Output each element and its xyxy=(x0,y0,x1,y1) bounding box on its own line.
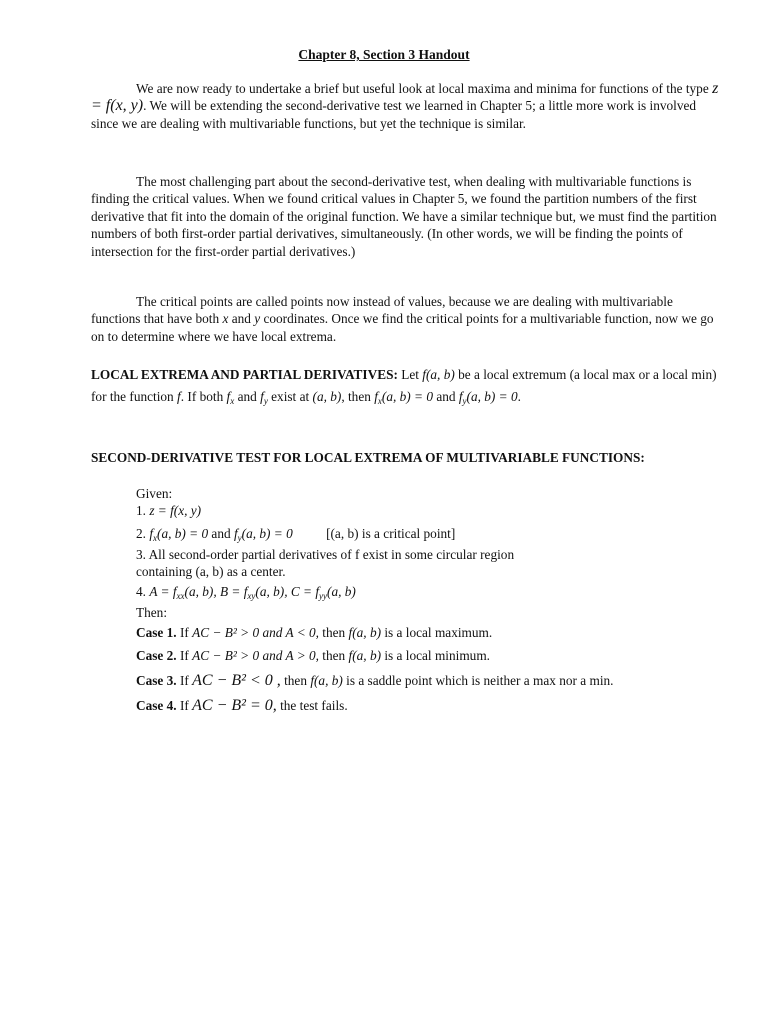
item4-c: (a, b), C = f xyxy=(255,584,320,599)
local-fxab-sub: x xyxy=(377,396,382,406)
case-1 xyxy=(136,624,492,641)
case1-condition: AC − B² > 0 and A < 0, xyxy=(192,625,319,640)
case2-then: then xyxy=(322,648,346,663)
case2-if: If xyxy=(179,648,189,663)
case3-condition: AC − B² < 0 , xyxy=(192,672,281,689)
given-item-2: 2. $f_x(a$, b) = 0 and $f_y(a$, b) = 0 [(a, b) is a critical point] xyxy=(136,526,456,543)
case3-result: f(a, b) xyxy=(310,673,343,688)
case3-label: Case 3. xyxy=(136,673,177,688)
case4-label: Case 4. xyxy=(136,698,177,713)
item4-sub-yy: yy xyxy=(319,591,328,601)
local-fx-sub: x xyxy=(230,396,235,406)
then-label: Then: xyxy=(136,605,168,620)
case-3 xyxy=(136,672,614,689)
case1-if: If xyxy=(179,625,189,640)
local-f: f xyxy=(177,389,181,404)
item2-critical-point: [(a, b) is a critical point] xyxy=(326,526,456,541)
case-2 xyxy=(136,647,490,664)
item2-number: 2. xyxy=(136,526,146,541)
local-fy-sub: y xyxy=(263,396,268,406)
item4-sub-xy: xy xyxy=(247,591,256,601)
test-heading: SECOND-DERIVATIVE TEST FOR LOCAL EXTREMA OF MULTIVARIABLE FUNCTIONS: xyxy=(91,450,645,465)
local-fx: f xyxy=(226,389,231,404)
paragraph-intro xyxy=(91,80,721,132)
given-item-3: 3. All second-order partial derivatives of f exist in some circular region xyxy=(136,547,515,562)
case1-result: f(a, b) xyxy=(348,625,382,640)
case4-if: If xyxy=(179,698,189,713)
local-text-4: , then xyxy=(341,389,371,404)
item4-a: A = f xyxy=(149,584,177,599)
critical-points-text-a: The critical points are called points now instead of values, because we are dealing with multivariable functions that have both xyxy=(91,294,673,327)
local-ab: (a, b) xyxy=(312,389,342,404)
local-fyab-sub: y xyxy=(462,396,467,406)
case-4 xyxy=(136,697,348,714)
local-and: and xyxy=(237,389,257,404)
local-fab: f(a, b) xyxy=(422,367,455,382)
item4-b: (a, b), B = f xyxy=(184,584,248,599)
given-item-1 xyxy=(136,502,201,519)
local-text-2: . If both xyxy=(180,389,224,404)
intro-text-b: . We will be extending the second-derivative test we learned in Chapter 5; a little more work is involved since we are dealing with multivariable functions, but yet the technique is similar. xyxy=(91,98,697,131)
case3-then: then xyxy=(284,673,307,688)
coord-x: x xyxy=(222,311,229,327)
local-text-1: be a local extremum (a local max or a local min) for the function xyxy=(91,367,717,404)
coord-y: y xyxy=(254,311,261,327)
item1-expression: z = f(x, y) xyxy=(149,503,202,518)
local-and-2: and xyxy=(436,389,456,404)
local-let: Let xyxy=(401,367,419,382)
intro-text-a: We are now ready to undertake a brief but useful look at local maxima and minima for functions of the type xyxy=(136,81,709,96)
critical-values-text: The most challenging part about the second-derivative test, when dealing with multivariable functions is finding the critical values. When we found critical values in Chapter 5, we found the partition numbers of the first derivative that fit into the domain of the original function. We have a similar technique but, we must find the partition numbers of both first-order partial derivatives, simultaneously. (In other words, we will be finding the points of intersection for the first-order partial derivatives.) xyxy=(91,174,717,259)
local-extrema-section: LOCAL EXTREMA AND PARTIAL DERIVATIVES: Let f(a, b) be a local extremum (a local max or a local min) for the function f. If both $f_x$ and $f_y$ exist at (a, b), then $f_x(a$, b) = 0 and $f_y(a$, b) = 0. xyxy=(91,367,717,406)
local-fy: f xyxy=(260,389,264,404)
paragraph-critical-values xyxy=(91,173,721,260)
critical-points-text-b: coordinates. Once we find the critical points for a multivariable function, now we go on to determine where we have local extrema. xyxy=(91,311,714,344)
local-fxab: (a, b) = 0 xyxy=(381,389,433,404)
item2-and: and xyxy=(211,526,231,541)
local-text-3: exist at xyxy=(271,389,310,404)
given-item-4 xyxy=(136,583,356,605)
coord-and: and xyxy=(231,311,251,327)
case4-tail: the test fails. xyxy=(280,698,348,713)
item2-fx: (a, b) = 0 xyxy=(157,526,209,541)
case1-label: Case 1. xyxy=(136,625,177,640)
case1-then: then xyxy=(322,625,346,640)
given-item-3b: containing (a, b) as a center. xyxy=(136,564,286,579)
second-derivative-heading xyxy=(91,449,721,466)
case3-if: If xyxy=(179,673,189,688)
item1-number: 1. xyxy=(136,503,146,518)
case2-tail: is a local minimum. xyxy=(384,648,490,663)
paragraph-critical-points xyxy=(91,293,721,345)
item4-number: 4. xyxy=(136,584,146,599)
case2-result: f(a, b) xyxy=(348,648,382,663)
local-extrema-heading: LOCAL EXTREMA AND PARTIAL DERIVATIVES: xyxy=(91,367,398,382)
local-fyab: (a, b) = 0 xyxy=(466,389,518,404)
intro-expression: z = f(x, y) xyxy=(91,80,719,115)
item2-fy: (a, b) = 0 xyxy=(241,526,293,541)
given-label: Given: xyxy=(136,486,173,501)
case3-tail: is a saddle point which is neither a max nor a min. xyxy=(346,673,614,688)
item4-d: (a, b) xyxy=(327,584,356,599)
item4-sub-xx: xx xyxy=(176,591,185,601)
case4-condition: AC − B² = 0, xyxy=(192,697,277,714)
local-end: . xyxy=(517,389,521,404)
case2-label: Case 2. xyxy=(136,648,177,663)
case2-condition: AC − B² > 0 and A > 0, xyxy=(192,648,319,663)
case1-tail: is a local maximum. xyxy=(384,625,493,640)
page-title: Chapter 8, Section 3 Handout xyxy=(298,47,470,62)
